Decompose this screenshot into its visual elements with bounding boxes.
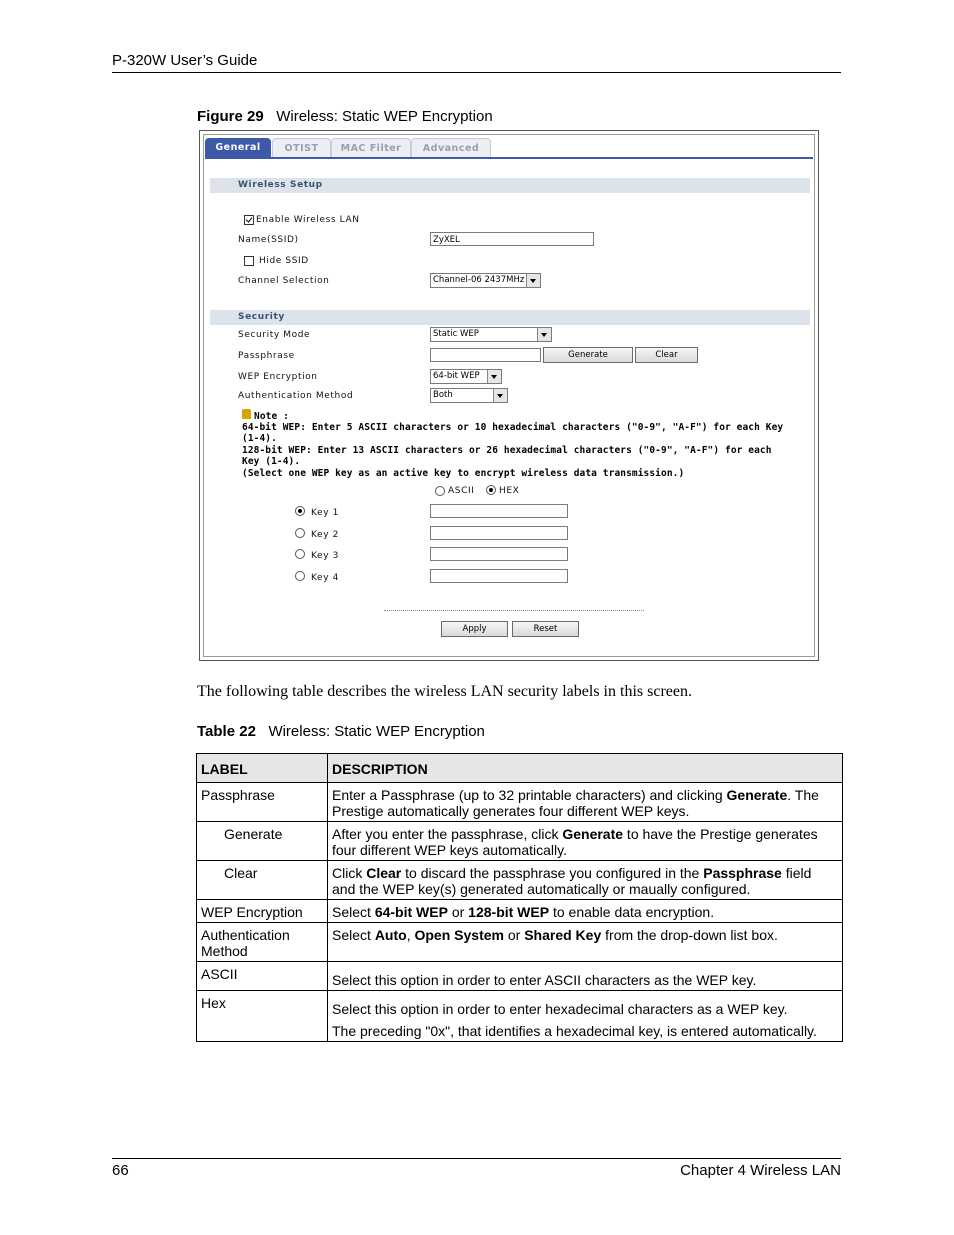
description-text bbox=[332, 1001, 838, 1017]
table-row bbox=[197, 783, 843, 822]
clear-button[interactable]: Clear bbox=[635, 347, 698, 363]
auth-method-select[interactable] bbox=[430, 388, 508, 403]
note-title: Note : bbox=[254, 411, 289, 422]
description-text bbox=[332, 826, 838, 858]
enable-wireless-checkbox[interactable] bbox=[244, 215, 254, 225]
security-mode-value: Static WEP bbox=[433, 329, 479, 339]
emphasis-term: Generate bbox=[726, 787, 788, 803]
row-description bbox=[328, 991, 843, 1042]
description-text bbox=[332, 787, 838, 819]
row-description bbox=[328, 861, 843, 900]
running-header: P-320W User’s Guide bbox=[112, 52, 258, 69]
description-text bbox=[332, 972, 838, 988]
tab-mac-filter[interactable]: MAC Filter bbox=[331, 138, 411, 158]
channel-label: Channel Selection bbox=[238, 276, 330, 286]
row-label: ASCII bbox=[197, 962, 328, 991]
emphasis-term: Generate bbox=[562, 826, 624, 842]
dotted-divider bbox=[384, 610, 644, 611]
key2-radio[interactable] bbox=[295, 528, 305, 538]
figure-caption bbox=[197, 108, 493, 125]
row-label: WEP Encryption bbox=[197, 900, 328, 923]
label-column-header: LABEL bbox=[197, 754, 328, 783]
row-description bbox=[328, 962, 843, 991]
tab-advanced[interactable]: Advanced bbox=[411, 138, 491, 158]
reset-button[interactable]: Reset bbox=[512, 621, 579, 637]
table-row bbox=[197, 991, 843, 1042]
emphasis-term: Open System bbox=[414, 927, 504, 943]
table-header-row bbox=[197, 754, 843, 783]
figure-number: Figure 29 bbox=[197, 108, 264, 125]
hex-label: HEX bbox=[499, 486, 520, 496]
ssid-label: Name(SSID) bbox=[238, 235, 299, 245]
table-body bbox=[197, 783, 843, 1042]
table-title: Wireless: Static WEP Encryption bbox=[268, 723, 485, 740]
emphasis-term: 64-bit WEP bbox=[374, 904, 448, 920]
description-text bbox=[332, 927, 838, 943]
ssid-input[interactable]: ZyXEL bbox=[430, 232, 594, 246]
key3-input[interactable] bbox=[430, 547, 568, 561]
enable-wireless-label: Enable Wireless LAN bbox=[256, 215, 360, 225]
table-row bbox=[197, 962, 843, 991]
hide-ssid-checkbox[interactable] bbox=[244, 256, 254, 266]
table-row bbox=[197, 822, 843, 861]
row-description bbox=[328, 900, 843, 923]
description-text bbox=[332, 904, 838, 920]
chapter-title: Chapter 4 Wireless LAN bbox=[680, 1162, 841, 1179]
row-label: Hex bbox=[197, 991, 328, 1042]
key1-label: Key 1 bbox=[311, 508, 339, 518]
tab-otist[interactable]: OTIST bbox=[272, 138, 331, 158]
description-fragment: After you enter the passphrase, click bbox=[332, 826, 563, 842]
generate-button[interactable]: Generate bbox=[543, 347, 633, 363]
description-fragment: or bbox=[503, 927, 525, 943]
key2-label: Key 2 bbox=[311, 530, 339, 540]
chevron-down-icon bbox=[487, 370, 501, 383]
table-number: Table 22 bbox=[197, 723, 256, 740]
footer-rule bbox=[112, 1158, 841, 1159]
note-line: Key (1-4). bbox=[242, 456, 301, 467]
wep-encryption-value: 64-bit WEP bbox=[433, 371, 480, 381]
description-fragment: Enter a Passphrase (up to 32 printable characters) and clicking bbox=[332, 787, 727, 803]
description-fragment: Select this option in order to enter hexadecimal characters as a WEP key. bbox=[332, 1001, 788, 1017]
emphasis-term: Passphrase bbox=[703, 865, 782, 881]
row-description bbox=[328, 923, 843, 962]
wireless-setup-heading: Wireless Setup bbox=[210, 178, 810, 193]
header-rule bbox=[112, 72, 841, 73]
key3-radio[interactable] bbox=[295, 549, 305, 559]
key3-label: Key 3 bbox=[311, 551, 339, 561]
row-description bbox=[328, 822, 843, 861]
description-fragment: to discard the passphrase you configured in the bbox=[401, 865, 704, 881]
key4-input[interactable] bbox=[430, 569, 568, 583]
description-fragment: . The Prestige automatically generates four different WEP keys. bbox=[332, 787, 819, 819]
hex-radio[interactable] bbox=[486, 485, 496, 495]
description-fragment: or bbox=[447, 904, 469, 920]
screenshot-frame bbox=[199, 130, 819, 661]
description-fragment: Select this option in order to enter ASCII characters as the WEP key. bbox=[332, 972, 757, 988]
chevron-down-icon bbox=[537, 328, 551, 341]
intro-paragraph: The following table describes the wireless LAN security labels in this screen. bbox=[197, 683, 692, 700]
auth-method-value: Both bbox=[433, 390, 453, 400]
page-number: 66 bbox=[112, 1162, 129, 1179]
key4-label: Key 4 bbox=[311, 573, 339, 583]
note-icon bbox=[242, 409, 251, 419]
row-label: Passphrase bbox=[197, 783, 328, 822]
key2-input[interactable] bbox=[430, 526, 568, 540]
row-label: Generate bbox=[197, 822, 328, 861]
passphrase-input[interactable] bbox=[430, 348, 541, 362]
note-line: (1-4). bbox=[242, 433, 277, 444]
tab-general[interactable]: General bbox=[205, 138, 271, 157]
tab-underline bbox=[205, 157, 813, 159]
description-table bbox=[196, 753, 843, 1042]
apply-button[interactable]: Apply bbox=[441, 621, 508, 637]
description-fragment: Select bbox=[332, 904, 375, 920]
chevron-down-icon bbox=[493, 389, 507, 402]
note-line: (Select one WEP key as an active key to encrypt wireless data transmission.) bbox=[242, 468, 685, 479]
screenshot-panel bbox=[203, 134, 815, 657]
description-fragment: , bbox=[406, 927, 415, 943]
channel-select[interactable] bbox=[430, 273, 541, 288]
description-text bbox=[332, 865, 838, 897]
table-row bbox=[197, 923, 843, 962]
security-heading: Security bbox=[210, 310, 810, 325]
row-label: Authentication Method bbox=[197, 923, 328, 962]
emphasis-term: Auto bbox=[374, 927, 407, 943]
row-description bbox=[328, 783, 843, 822]
wep-encryption-label: WEP Encryption bbox=[238, 372, 318, 382]
emphasis-term: Clear bbox=[366, 865, 402, 881]
description-column-header: DESCRIPTION bbox=[328, 754, 843, 783]
passphrase-label: Passphrase bbox=[238, 351, 295, 361]
description-note: The preceding "0x", that identifies a hexadecimal key, is entered automatically. bbox=[332, 1023, 817, 1039]
security-mode-label: Security Mode bbox=[238, 330, 311, 340]
note-line: 64-bit WEP: Enter 5 ASCII characters or 10 hexadecimal characters ("0-9", "A-F") for each Key bbox=[242, 422, 784, 433]
key1-radio[interactable] bbox=[295, 506, 305, 516]
ascii-radio[interactable] bbox=[435, 486, 445, 496]
ascii-label: ASCII bbox=[448, 486, 475, 496]
auth-method-label: Authentication Method bbox=[238, 391, 354, 401]
emphasis-term: 128-bit WEP bbox=[468, 904, 550, 920]
description-fragment: Click bbox=[332, 865, 367, 881]
emphasis-term: Shared Key bbox=[524, 927, 602, 943]
description-fragment: to enable data encryption. bbox=[549, 904, 715, 920]
channel-value: Channel-06 2437MHz bbox=[433, 275, 525, 285]
key1-input[interactable] bbox=[430, 504, 568, 518]
wep-encryption-select[interactable] bbox=[430, 369, 502, 384]
hide-ssid-label: Hide SSID bbox=[259, 256, 309, 266]
key4-radio[interactable] bbox=[295, 571, 305, 581]
note-line: 128-bit WEP: Enter 13 ASCII characters or 26 hexadecimal characters ("0-9", "A-F") for each bbox=[242, 445, 772, 456]
description-fragment: Select bbox=[332, 927, 375, 943]
figure-title: Wireless: Static WEP Encryption bbox=[276, 108, 493, 125]
description-fragment: to have the Prestige generates four different WEP keys automatically. bbox=[332, 826, 818, 858]
description-fragment: from the drop-down list box. bbox=[601, 927, 778, 943]
table-caption bbox=[197, 723, 485, 740]
table-row bbox=[197, 861, 843, 900]
chevron-down-icon bbox=[526, 274, 540, 287]
description-fragment: field and the WEP key(s) generated automatically or maually configured. bbox=[332, 865, 812, 897]
security-mode-select[interactable] bbox=[430, 327, 552, 342]
table-row bbox=[197, 900, 843, 923]
row-label: Clear bbox=[197, 861, 328, 900]
